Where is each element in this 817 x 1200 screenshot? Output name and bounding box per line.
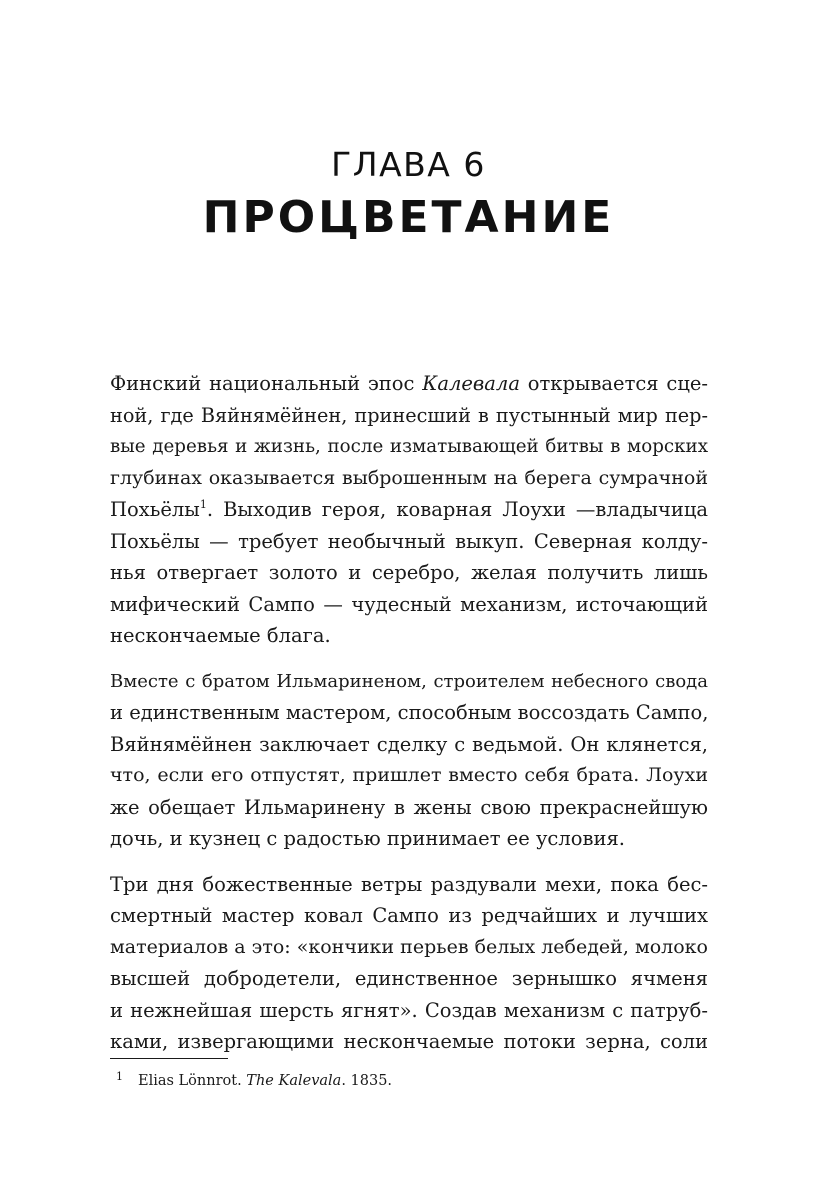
text-line [110,666,708,698]
line-text: и единственным мастером, способным воссоздать Сампо, [110,701,709,724]
line-text: нескончаемые блага. [110,624,331,647]
line-text: материалов а это: «кончики перьев белых лебедей, молоко [110,935,708,958]
text-line [110,760,708,792]
chapter-title: ПРОЦВЕТАНИЕ [202,192,615,243]
line-text: вые деревья и жизнь, после изматывающей битвы в морских [110,436,708,457]
text-line [110,589,708,621]
footnote-year: . 1835. [341,1073,393,1089]
footnote-marker: 1 [199,498,207,511]
line-text: . Выходив героя, коварная Лоухи —владычица [206,498,708,521]
text-line [110,557,708,589]
text-line [110,431,708,463]
line-text: открывается сце- [519,372,708,395]
line-text: что, если его отпустят, пришлет вместо себя брата. Лоухи [110,764,708,786]
text-line [110,995,708,1027]
text-line [110,368,708,400]
text-line [110,932,708,964]
body-text [110,368,708,1058]
line-text: и нежнейшая шерсть ягнят». Создав механизм с патруб- [110,998,708,1022]
paragraph [110,666,708,855]
line-text: Похьёлы [110,498,200,521]
paragraph [110,368,708,652]
line-text: Три дня божественные ветры раздували мехи, пока бес- [110,872,708,896]
text-line [110,620,708,652]
paragraph-gap [110,855,708,869]
footnote: 1 Elias Lönnrot. The Kalevala. 1835. [116,1070,393,1089]
text-line [110,526,708,558]
line-text: мифический Сампо — чудесный механизм, источающий [110,592,708,616]
text-line [110,494,708,526]
line-text: ками, извергающими нескончаемые потоки зерна, соли [110,1030,708,1053]
line-text: Похьёлы — требует необычный выкуп. Северная колду- [110,529,708,553]
line-text: же обещает Ильмаринену в жены свою прекраснейшую [110,795,708,819]
text-line [110,823,708,855]
paragraph-gap [110,652,708,666]
footnote-author: Elias Lönnrot. [138,1073,247,1089]
line-text: дочь, и кузнец с радостью принимает ее условия. [110,827,625,850]
line-text: нья отвергает золото и серебро, желая получить лишь [110,561,708,584]
line-text: глубинах оказывается выброшенным на берега сумрачной [110,466,708,489]
text-line [110,792,708,824]
text-line [110,963,708,995]
text-line [110,463,708,495]
paragraph [110,869,708,1058]
text-line [110,900,708,932]
line-text: высшей добродетели, единственное зернышко ячменя [110,967,708,990]
footnote-book-title: The Kalevala [246,1073,342,1089]
text-line [110,697,708,729]
text-line [110,400,708,432]
text-line [110,729,708,761]
line-text: Вяйнямёйнен заключает сделку с ведьмой. Он клянется, [110,732,708,756]
line-text: смертный мастер ковал Сампо из редчайших и лучших [110,904,708,927]
italic-title: Калевала [422,372,520,395]
line-text: Финский национальный эпос [110,372,423,395]
chapter-label: ГЛАВА 6 [331,145,486,184]
line-text: ной, где Вяйнямёйнен, принесший в пустынный мир пер- [110,403,708,427]
line-text: Вместе с братом Ильмариненом, строителем небесного свода [110,670,708,692]
footnote-divider [110,1058,228,1059]
text-line [110,1026,708,1058]
text-line [110,869,708,901]
